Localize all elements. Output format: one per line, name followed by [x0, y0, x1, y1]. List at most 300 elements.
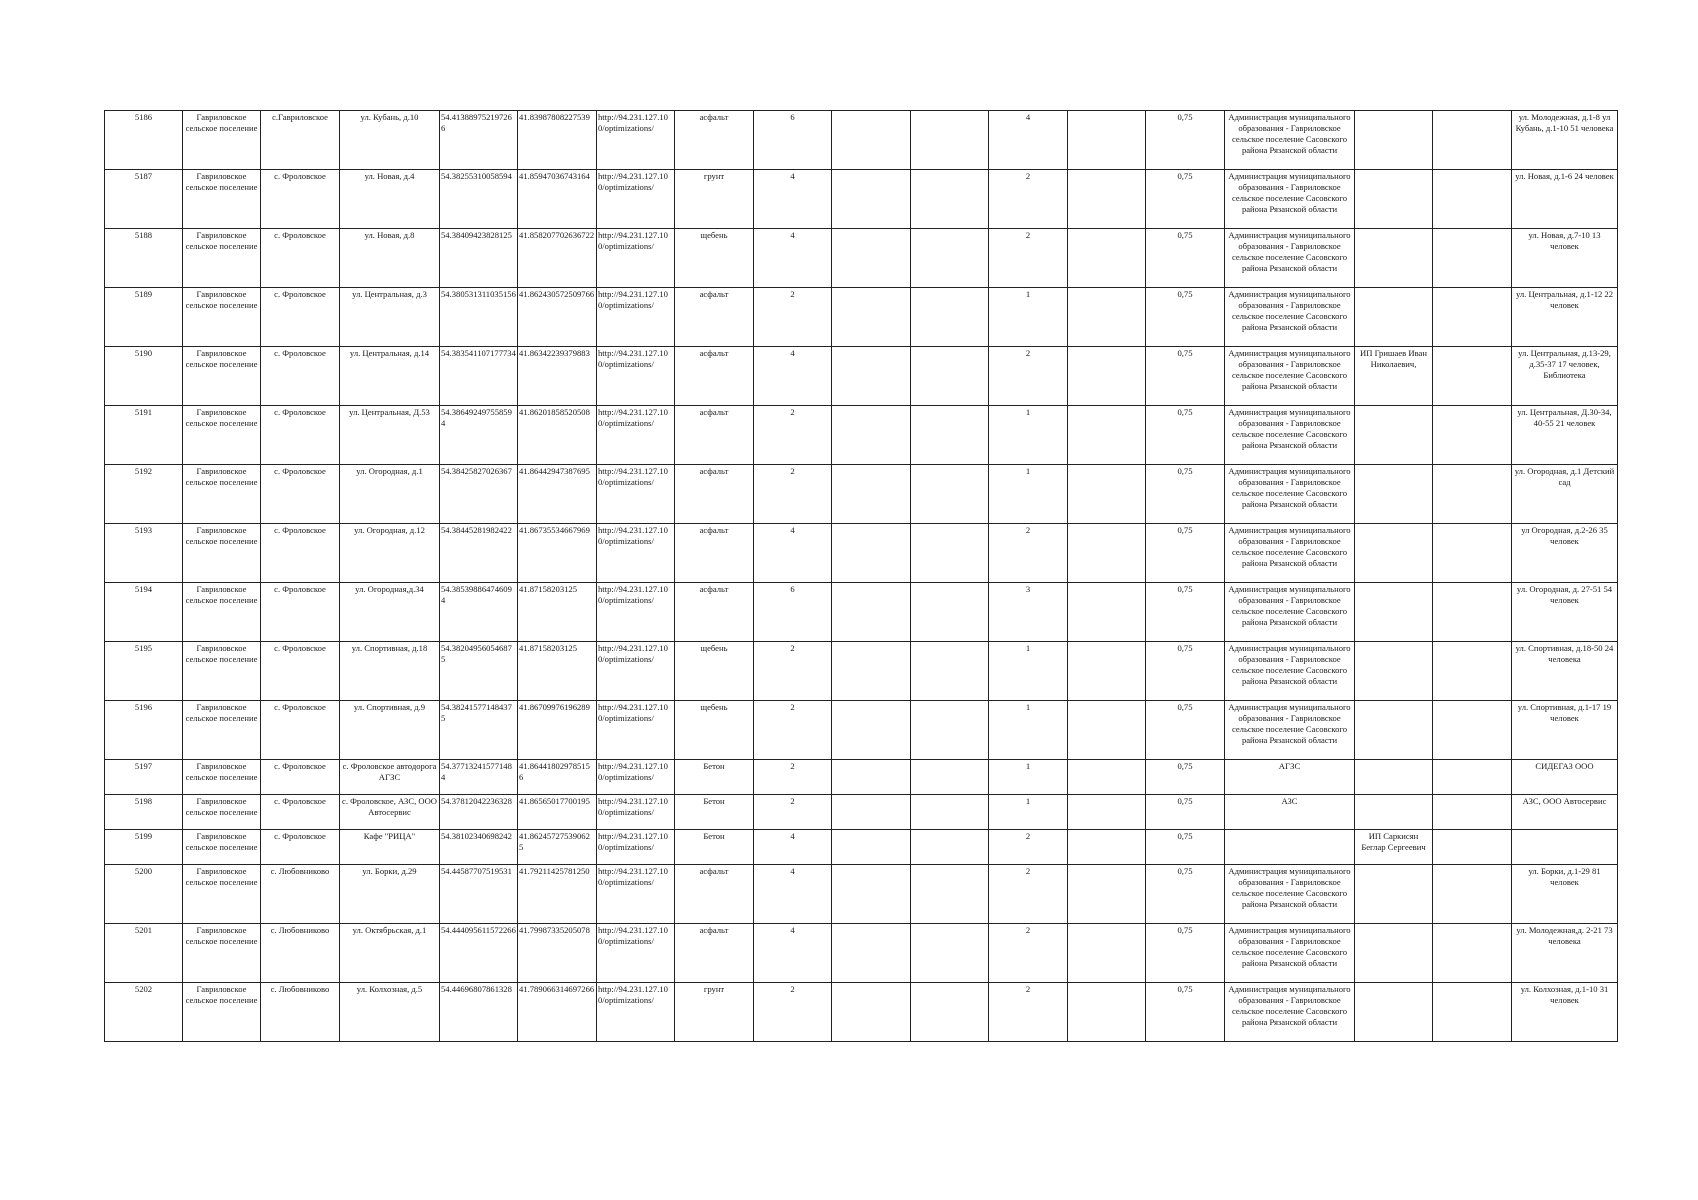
waste-sources-cell: [1512, 830, 1618, 865]
empty-cell: [1068, 347, 1146, 406]
link-cell: http://94.231.127.100/optimizations/: [597, 465, 675, 524]
settlement-cell: Гавриловское сельское поселение: [183, 983, 261, 1042]
link-cell: http://94.231.127.100/optimizations/: [597, 229, 675, 288]
waste-sources-cell: ул. Огородная, д.1 Детский сад: [1512, 465, 1618, 524]
empty-cell: [911, 795, 989, 830]
settlement-cell: Гавриловское сельское поселение: [183, 583, 261, 642]
longitude-cell: 41.86735534667969: [518, 524, 597, 583]
latitude-cell: 54.38539886474609 4: [440, 583, 518, 642]
link-cell: http://94.231.127.100/optimizations/: [597, 795, 675, 830]
ratio-cell: 0,75: [1146, 924, 1225, 983]
address-cell: ул. Огородная,д.34: [340, 583, 440, 642]
count-cell: 6: [754, 583, 832, 642]
empty-cell: [1433, 347, 1512, 406]
waste-sources-cell: СИДЕГАЗ ООО: [1512, 760, 1618, 795]
longitude-cell: 41.79987335205078: [518, 924, 597, 983]
empty-cell: [1068, 170, 1146, 229]
address-cell: ул. Центральная, Д.53: [340, 406, 440, 465]
surface-cell: асфальт: [675, 406, 754, 465]
waste-sources-cell: ул. Огородная, д. 27-51 54 человек: [1512, 583, 1618, 642]
address-cell: ул. Огородная, д.12: [340, 524, 440, 583]
waste-sources-cell: ул. Молодежная,д. 2-21 73 человека: [1512, 924, 1618, 983]
longitude-cell: 41.86342239379883: [518, 347, 597, 406]
table-row: [105, 642, 1618, 701]
empty-cell: [1433, 760, 1512, 795]
locality-cell: с. Фроловское: [261, 583, 340, 642]
locality-cell: с. Фроловское: [261, 795, 340, 830]
empty-cell: [1433, 983, 1512, 1042]
waste-sources-cell: ул. Колхозная, д.1-10 31 человек: [1512, 983, 1618, 1042]
settlement-cell: Гавриловское сельское поселение: [183, 288, 261, 347]
owner-cell: Администрация муниципального образования - Гавриловское сельское поселение Сасовского района Рязанской области: [1225, 229, 1355, 288]
settlement-cell: Гавриловское сельское поселение: [183, 347, 261, 406]
longitude-cell: 41.789066314697266: [518, 983, 597, 1042]
latitude-cell: 54.38445281982422: [440, 524, 518, 583]
owner-cell: Администрация муниципального образования - Гавриловское сельское поселение Сасовского района Рязанской области: [1225, 924, 1355, 983]
link-cell: http://94.231.127.100/optimizations/: [597, 760, 675, 795]
address-cell: ул. Новая, д.4: [340, 170, 440, 229]
business-cell: [1355, 406, 1433, 465]
empty-cell: [832, 795, 911, 830]
owner-cell: Администрация муниципального образования - Гавриловское сельское поселение Сасовского района Рязанской области: [1225, 865, 1355, 924]
link-cell: http://94.231.127.100/optimizations/: [597, 983, 675, 1042]
address-cell: ул. Колхозная, д.5: [340, 983, 440, 1042]
count-cell: 2: [989, 229, 1068, 288]
ratio-cell: 0,75: [1146, 865, 1225, 924]
table-row: [105, 701, 1618, 760]
settlement-cell: Гавриловское сельское поселение: [183, 406, 261, 465]
empty-cell: [911, 465, 989, 524]
surface-cell: асфальт: [675, 924, 754, 983]
ratio-cell: 0,75: [1146, 701, 1225, 760]
business-cell: [1355, 924, 1433, 983]
row-id-cell: 5200: [105, 865, 183, 924]
count-cell: 6: [754, 111, 832, 170]
empty-cell: [911, 583, 989, 642]
address-cell: Кафе "РИЦА": [340, 830, 440, 865]
empty-cell: [911, 288, 989, 347]
settlement-cell: Гавриловское сельское поселение: [183, 229, 261, 288]
empty-cell: [832, 406, 911, 465]
count-cell: 2: [754, 795, 832, 830]
empty-cell: [911, 229, 989, 288]
ratio-cell: 0,75: [1146, 983, 1225, 1042]
latitude-cell: 54.38102340698242: [440, 830, 518, 865]
business-cell: [1355, 642, 1433, 701]
empty-cell: [911, 701, 989, 760]
business-cell: [1355, 524, 1433, 583]
locality-cell: с.Гавриловское: [261, 111, 340, 170]
locality-cell: с. Фроловское: [261, 288, 340, 347]
surface-cell: асфальт: [675, 288, 754, 347]
settlement-cell: Гавриловское сельское поселение: [183, 642, 261, 701]
business-cell: [1355, 701, 1433, 760]
count-cell: 4: [754, 830, 832, 865]
link-cell: http://94.231.127.100/optimizations/: [597, 830, 675, 865]
business-cell: [1355, 288, 1433, 347]
empty-cell: [911, 347, 989, 406]
settlement-cell: Гавриловское сельское поселение: [183, 111, 261, 170]
empty-cell: [832, 983, 911, 1042]
empty-cell: [832, 347, 911, 406]
row-id-cell: 5188: [105, 229, 183, 288]
row-id-cell: 5192: [105, 465, 183, 524]
longitude-cell: 41.87158203125: [518, 642, 597, 701]
registry-table: [104, 110, 1618, 1042]
count-cell: 4: [754, 170, 832, 229]
link-cell: http://94.231.127.100/optimizations/: [597, 288, 675, 347]
table-row: [105, 465, 1618, 524]
empty-cell: [832, 111, 911, 170]
business-cell: [1355, 111, 1433, 170]
empty-cell: [832, 583, 911, 642]
waste-sources-cell: ул Огородная, д.2-26 35 человек: [1512, 524, 1618, 583]
latitude-cell: 54.37812042236328: [440, 795, 518, 830]
latitude-cell: 54.413889752197266: [440, 111, 518, 170]
empty-cell: [1433, 583, 1512, 642]
empty-cell: [911, 865, 989, 924]
empty-cell: [832, 701, 911, 760]
empty-cell: [1068, 924, 1146, 983]
longitude-cell: 41.86245727539062 5: [518, 830, 597, 865]
table-row: [105, 830, 1618, 865]
address-cell: ул. Борки, д.29: [340, 865, 440, 924]
empty-cell: [1433, 229, 1512, 288]
latitude-cell: 54.44696807861328: [440, 983, 518, 1042]
row-id-cell: 5202: [105, 983, 183, 1042]
count-cell: 2: [989, 347, 1068, 406]
owner-cell: Администрация муниципального образования - Гавриловское сельское поселение Сасовского района Рязанской области: [1225, 583, 1355, 642]
empty-cell: [911, 170, 989, 229]
count-cell: 2: [754, 288, 832, 347]
surface-cell: щебень: [675, 642, 754, 701]
empty-cell: [911, 924, 989, 983]
count-cell: 2: [754, 642, 832, 701]
link-cell: http://94.231.127.100/optimizations/: [597, 347, 675, 406]
empty-cell: [832, 642, 911, 701]
empty-cell: [832, 229, 911, 288]
empty-cell: [1068, 642, 1146, 701]
surface-cell: асфальт: [675, 583, 754, 642]
locality-cell: с. Фроловское: [261, 701, 340, 760]
empty-cell: [1068, 229, 1146, 288]
empty-cell: [1433, 795, 1512, 830]
locality-cell: с. Любовниково: [261, 865, 340, 924]
business-cell: [1355, 983, 1433, 1042]
owner-cell: АГЗС: [1225, 760, 1355, 795]
ratio-cell: 0,75: [1146, 170, 1225, 229]
empty-cell: [1433, 288, 1512, 347]
business-cell: [1355, 229, 1433, 288]
surface-cell: грунт: [675, 983, 754, 1042]
empty-cell: [1068, 830, 1146, 865]
latitude-cell: 54.38204956054687 5: [440, 642, 518, 701]
settlement-cell: Гавриловское сельское поселение: [183, 924, 261, 983]
owner-cell: Администрация муниципального образования - Гавриловское сельское поселение Сасовского района Рязанской области: [1225, 701, 1355, 760]
owner-cell: Администрация муниципального образования - Гавриловское сельское поселение Сасовского района Рязанской области: [1225, 524, 1355, 583]
address-cell: с. Фроловское автодорога АГЗС: [340, 760, 440, 795]
longitude-cell: 41.858207702636722: [518, 229, 597, 288]
latitude-cell: 54.380531311035156: [440, 288, 518, 347]
ratio-cell: 0,75: [1146, 406, 1225, 465]
empty-cell: [911, 111, 989, 170]
waste-sources-cell: ул. Спортивная, д.1-17 19 человек: [1512, 701, 1618, 760]
locality-cell: с. Фроловское: [261, 524, 340, 583]
latitude-cell: 54.37713241577148 4: [440, 760, 518, 795]
locality-cell: с. Фроловское: [261, 465, 340, 524]
business-cell: [1355, 583, 1433, 642]
owner-cell: Администрация муниципального образования - Гавриловское сельское поселение Сасовского района Рязанской области: [1225, 170, 1355, 229]
row-id-cell: 5193: [105, 524, 183, 583]
count-cell: 2: [754, 465, 832, 524]
waste-sources-cell: ул. Центральная, д.1-12 22 человек: [1512, 288, 1618, 347]
address-cell: ул. Огородная, д.1: [340, 465, 440, 524]
row-id-cell: 5194: [105, 583, 183, 642]
count-cell: 4: [754, 924, 832, 983]
ratio-cell: 0,75: [1146, 347, 1225, 406]
count-cell: 4: [754, 524, 832, 583]
latitude-cell: 54.38241577148437 5: [440, 701, 518, 760]
address-cell: ул. Центральная, д.3: [340, 288, 440, 347]
empty-cell: [1433, 406, 1512, 465]
locality-cell: с. Фроловское: [261, 406, 340, 465]
link-cell: http://94.231.127.100/optimizations/: [597, 111, 675, 170]
table-row: [105, 229, 1618, 288]
empty-cell: [1068, 701, 1146, 760]
count-cell: 2: [989, 865, 1068, 924]
surface-cell: Бетон: [675, 830, 754, 865]
ratio-cell: 0,75: [1146, 830, 1225, 865]
settlement-cell: Гавриловское сельское поселение: [183, 865, 261, 924]
waste-sources-cell: ул. Новая, д.7-10 13 человек: [1512, 229, 1618, 288]
business-cell: ИП Гришаев Иван Николаевич,: [1355, 347, 1433, 406]
longitude-cell: 41.87158203125: [518, 583, 597, 642]
link-cell: http://94.231.127.100/optimizations/: [597, 701, 675, 760]
business-cell: ИП Саркисян Беглар Сергеевич: [1355, 830, 1433, 865]
address-cell: ул. Спортивная, д.9: [340, 701, 440, 760]
settlement-cell: Гавриловское сельское поселение: [183, 524, 261, 583]
latitude-cell: 54.383541107177734: [440, 347, 518, 406]
table-row: [105, 760, 1618, 795]
count-cell: 1: [989, 701, 1068, 760]
count-cell: 1: [989, 465, 1068, 524]
surface-cell: асфальт: [675, 865, 754, 924]
waste-sources-cell: ул. Борки, д.1-29 81 человек: [1512, 865, 1618, 924]
locality-cell: с. Фроловское: [261, 229, 340, 288]
longitude-cell: 41.86442947387695: [518, 465, 597, 524]
link-cell: http://94.231.127.100/optimizations/: [597, 406, 675, 465]
empty-cell: [911, 983, 989, 1042]
row-id-cell: 5189: [105, 288, 183, 347]
count-cell: 2: [754, 983, 832, 1042]
settlement-cell: Гавриловское сельское поселение: [183, 465, 261, 524]
settlement-cell: Гавриловское сельское поселение: [183, 760, 261, 795]
empty-cell: [832, 524, 911, 583]
empty-cell: [832, 170, 911, 229]
owner-cell: АЗС: [1225, 795, 1355, 830]
locality-cell: с. Фроловское: [261, 642, 340, 701]
empty-cell: [1068, 583, 1146, 642]
surface-cell: Бетон: [675, 795, 754, 830]
owner-cell: Администрация муниципального образования - Гавриловское сельское поселение Сасовского района Рязанской области: [1225, 406, 1355, 465]
table-row: [105, 865, 1618, 924]
address-cell: ул. Спортивная, д.18: [340, 642, 440, 701]
surface-cell: асфальт: [675, 524, 754, 583]
locality-cell: с. Фроловское: [261, 760, 340, 795]
empty-cell: [1433, 111, 1512, 170]
locality-cell: с. Фроловское: [261, 170, 340, 229]
empty-cell: [1433, 701, 1512, 760]
table-row: [105, 524, 1618, 583]
settlement-cell: Гавриловское сельское поселение: [183, 701, 261, 760]
waste-sources-cell: ул. Спортивная, д.18-50 24 человека: [1512, 642, 1618, 701]
longitude-cell: 41.86441802978515 6: [518, 760, 597, 795]
count-cell: 1: [989, 288, 1068, 347]
owner-cell: Администрация муниципального образования - Гавриловское сельское поселение Сасовского района Рязанской области: [1225, 465, 1355, 524]
empty-cell: [832, 865, 911, 924]
settlement-cell: Гавриловское сельское поселение: [183, 830, 261, 865]
count-cell: 2: [754, 701, 832, 760]
ratio-cell: 0,75: [1146, 288, 1225, 347]
owner-cell: Администрация муниципального образования - Гавриловское сельское поселение Сасовского района Рязанской области: [1225, 347, 1355, 406]
owner-cell: Администрация муниципального образования - Гавриловское сельское поселение Сасовского района Рязанской области: [1225, 288, 1355, 347]
waste-sources-cell: ул. Новая, д.1-6 24 человек: [1512, 170, 1618, 229]
locality-cell: с. Любовниково: [261, 983, 340, 1042]
address-cell: ул. Новая, д.8: [340, 229, 440, 288]
count-cell: 1: [989, 760, 1068, 795]
row-id-cell: 5197: [105, 760, 183, 795]
surface-cell: щебень: [675, 229, 754, 288]
longitude-cell: 41.83987808227539: [518, 111, 597, 170]
empty-cell: [1068, 524, 1146, 583]
count-cell: 4: [754, 229, 832, 288]
ratio-cell: 0,75: [1146, 111, 1225, 170]
table-row: [105, 288, 1618, 347]
count-cell: 4: [754, 865, 832, 924]
longitude-cell: 41.86201858520508: [518, 406, 597, 465]
row-id-cell: 5195: [105, 642, 183, 701]
ratio-cell: 0,75: [1146, 642, 1225, 701]
count-cell: 2: [989, 524, 1068, 583]
surface-cell: грунт: [675, 170, 754, 229]
empty-cell: [1068, 406, 1146, 465]
latitude-cell: 54.38649249755859 4: [440, 406, 518, 465]
table-row: [105, 924, 1618, 983]
row-id-cell: 5199: [105, 830, 183, 865]
row-id-cell: 5196: [105, 701, 183, 760]
row-id-cell: 5187: [105, 170, 183, 229]
count-cell: 1: [989, 642, 1068, 701]
empty-cell: [1433, 465, 1512, 524]
ratio-cell: 0,75: [1146, 524, 1225, 583]
count-cell: 4: [754, 347, 832, 406]
row-id-cell: 5191: [105, 406, 183, 465]
table-row: [105, 111, 1618, 170]
business-cell: [1355, 760, 1433, 795]
count-cell: 2: [989, 983, 1068, 1042]
surface-cell: асфальт: [675, 347, 754, 406]
settlement-cell: Гавриловское сельское поселение: [183, 795, 261, 830]
business-cell: [1355, 465, 1433, 524]
ratio-cell: 0,75: [1146, 229, 1225, 288]
address-cell: ул. Октябрьская, д.1: [340, 924, 440, 983]
empty-cell: [832, 288, 911, 347]
surface-cell: щебень: [675, 701, 754, 760]
empty-cell: [1068, 865, 1146, 924]
table-row: [105, 795, 1618, 830]
latitude-cell: 54.38255310058594: [440, 170, 518, 229]
row-id-cell: 5198: [105, 795, 183, 830]
waste-sources-cell: ул. Центральная, д.13-29, д.35-37 17 человек, Библиотека: [1512, 347, 1618, 406]
count-cell: 2: [989, 830, 1068, 865]
empty-cell: [1433, 865, 1512, 924]
empty-cell: [1068, 983, 1146, 1042]
waste-sources-cell: ул. Центральная, Д.30-34, 40-55 21 человек: [1512, 406, 1618, 465]
surface-cell: асфальт: [675, 465, 754, 524]
longitude-cell: 41.79211425781250: [518, 865, 597, 924]
count-cell: 2: [754, 406, 832, 465]
count-cell: 2: [989, 924, 1068, 983]
latitude-cell: 54.38409423828125: [440, 229, 518, 288]
empty-cell: [911, 830, 989, 865]
waste-sources-cell: АЗС, ООО Автосервис: [1512, 795, 1618, 830]
table-row: [105, 983, 1618, 1042]
empty-cell: [1068, 111, 1146, 170]
empty-cell: [1433, 170, 1512, 229]
table-row: [105, 347, 1618, 406]
empty-cell: [1433, 642, 1512, 701]
locality-cell: с. Фроловское: [261, 347, 340, 406]
count-cell: 3: [989, 583, 1068, 642]
longitude-cell: 41.862430572509766: [518, 288, 597, 347]
locality-cell: с. Фроловское: [261, 830, 340, 865]
table-row: [105, 583, 1618, 642]
empty-cell: [832, 830, 911, 865]
empty-cell: [911, 760, 989, 795]
owner-cell: Администрация муниципального образования - Гавриловское сельское поселение Сасовского района Рязанской области: [1225, 983, 1355, 1042]
ratio-cell: 0,75: [1146, 795, 1225, 830]
link-cell: http://94.231.127.100/optimizations/: [597, 865, 675, 924]
empty-cell: [1068, 465, 1146, 524]
empty-cell: [1433, 524, 1512, 583]
owner-cell: [1225, 830, 1355, 865]
longitude-cell: 41.85947036743164: [518, 170, 597, 229]
waste-sources-cell: ул. Молодежная, д.1-8 ул Кубань, д.1-10 51 человека: [1512, 111, 1618, 170]
empty-cell: [911, 524, 989, 583]
locality-cell: с. Любовниково: [261, 924, 340, 983]
empty-cell: [1433, 924, 1512, 983]
address-cell: ул. Центральная, д.14: [340, 347, 440, 406]
empty-cell: [1068, 760, 1146, 795]
empty-cell: [1068, 288, 1146, 347]
row-id-cell: 5201: [105, 924, 183, 983]
row-id-cell: 5186: [105, 111, 183, 170]
count-cell: 2: [754, 760, 832, 795]
empty-cell: [911, 406, 989, 465]
owner-cell: Администрация муниципального образования - Гавриловское сельское поселение Сасовского района Рязанской области: [1225, 642, 1355, 701]
table-row: [105, 170, 1618, 229]
surface-cell: Бетон: [675, 760, 754, 795]
business-cell: [1355, 865, 1433, 924]
ratio-cell: 0,75: [1146, 760, 1225, 795]
address-cell: с. Фроловское, АЗС, ООО Автосервис: [340, 795, 440, 830]
empty-cell: [1433, 830, 1512, 865]
table-row: [105, 406, 1618, 465]
count-cell: 1: [989, 795, 1068, 830]
row-id-cell: 5190: [105, 347, 183, 406]
latitude-cell: 54.44587707519531: [440, 865, 518, 924]
latitude-cell: 54.38425827026367: [440, 465, 518, 524]
